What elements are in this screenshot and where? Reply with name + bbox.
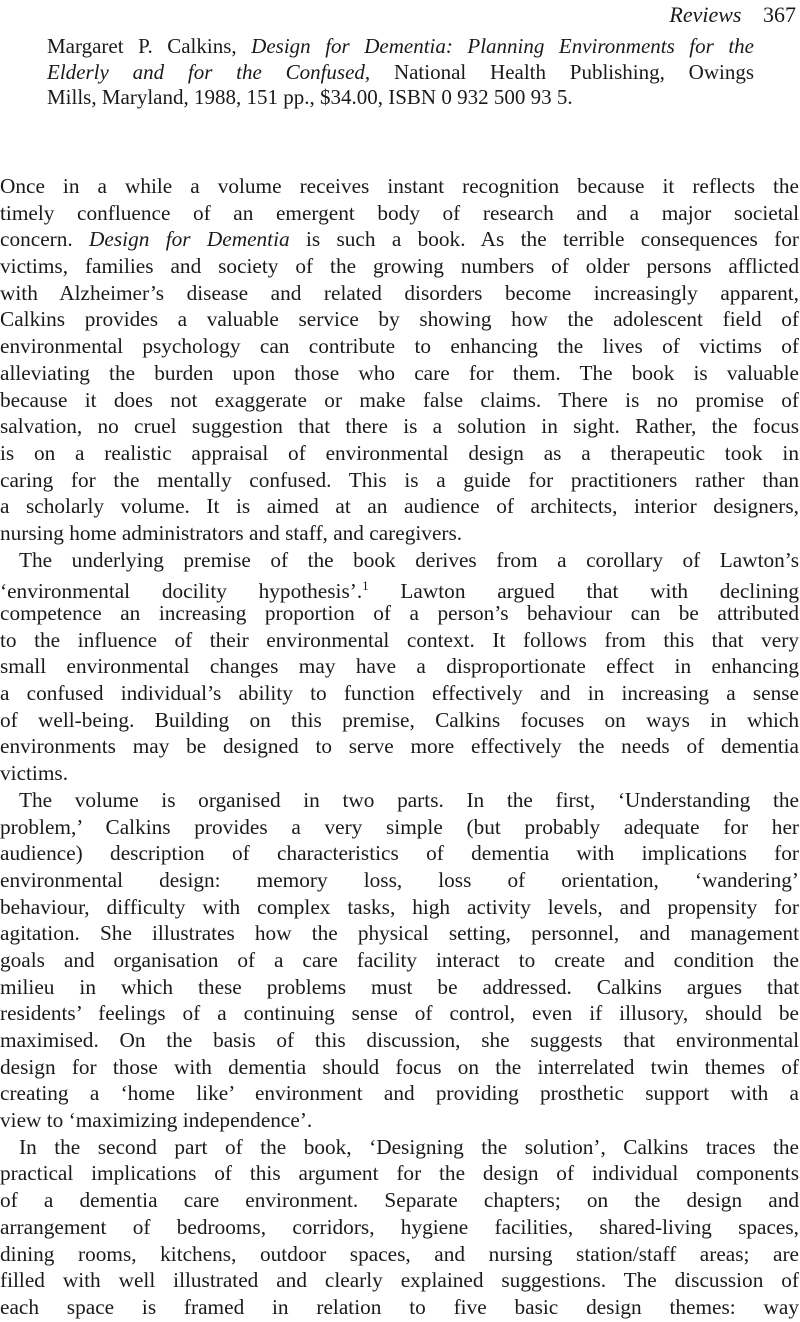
text-line bbox=[0, 867, 799, 894]
text-segment: filled with well illustrated and clearly explained suggestions. The discussion of bbox=[0, 1268, 799, 1293]
text-line bbox=[0, 226, 799, 253]
text-segment: alleviating the burden upon those who care for them. The book is valuable bbox=[0, 360, 799, 385]
text-segment: a confused individual’s ability to function effectively and in increasing a sense bbox=[0, 681, 799, 706]
text-line bbox=[0, 1134, 799, 1161]
text-line bbox=[0, 814, 799, 841]
section-title: Reviews bbox=[669, 2, 742, 27]
text-line bbox=[0, 280, 799, 307]
text-segment: audience) description of characteristics of dementia with implications for bbox=[0, 841, 799, 866]
text-line bbox=[0, 760, 799, 787]
text-line bbox=[0, 440, 799, 467]
text-line bbox=[0, 920, 799, 947]
text-segment: because it does not exaggerate or make false claims. There is no promise of bbox=[0, 387, 799, 412]
italic-text: Design for Dementia bbox=[89, 227, 290, 252]
text-segment: environments may be designed to serve more effectively the needs of dementia bbox=[0, 734, 799, 759]
text-segment: small environmental changes may have a disproportionate effect in enhancing bbox=[0, 654, 799, 679]
paragraph bbox=[0, 547, 799, 787]
text-segment: environmental psychology can contribute to enhancing the lives of victims of bbox=[0, 334, 799, 359]
text-segment: residents’ feelings of a continuing sense of control, even if illusory, should be bbox=[0, 1001, 799, 1026]
text-segment: each space is framed in relation to five basic design themes: way bbox=[0, 1294, 799, 1319]
text-segment: dining rooms, kitchens, outdoor spaces, and nursing station/staff areas; are bbox=[0, 1241, 799, 1266]
text-line bbox=[0, 1187, 799, 1214]
text-segment: milieu in which these problems must be addressed. Calkins argues that bbox=[0, 974, 799, 999]
text-segment: a scholarly volume. It is aimed at an audience of architects, interior designers, bbox=[0, 494, 799, 519]
text-segment: view to ‘maximizing independence’. bbox=[0, 1108, 313, 1133]
text-line bbox=[0, 173, 799, 200]
text-segment: is such a book. As the terrible consequences for bbox=[289, 227, 799, 252]
running-head bbox=[669, 2, 796, 28]
text-segment: ‘environmental docility hypothesis’. bbox=[0, 579, 363, 604]
text-line bbox=[0, 653, 799, 680]
text-line bbox=[0, 520, 799, 547]
paragraph bbox=[0, 787, 799, 1134]
text-line bbox=[0, 467, 799, 494]
page-number: 367 bbox=[763, 2, 796, 27]
text-line bbox=[0, 360, 799, 387]
text-segment: salvation, no cruel suggestion that there is a solution in sight. Rather, the focus bbox=[0, 414, 799, 439]
text-segment: goals and organisation of a care facility interact to create and condition the bbox=[0, 947, 799, 972]
text-line bbox=[0, 1160, 799, 1187]
text-line bbox=[0, 840, 799, 867]
text-line bbox=[0, 1294, 799, 1321]
text-line bbox=[0, 894, 799, 921]
text-segment: competence an increasing proportion of a person’s behaviour can be attributed bbox=[0, 601, 799, 625]
text-line bbox=[0, 387, 799, 414]
text-line bbox=[0, 547, 799, 574]
text-line bbox=[0, 947, 799, 974]
text-segment: Calkins provides a valuable service by showing how the adolescent field of bbox=[0, 307, 799, 332]
text-line bbox=[47, 85, 754, 111]
text-line bbox=[0, 600, 799, 627]
text-line bbox=[0, 707, 799, 734]
italic-text: Design for Dementia: Planning Environments for the bbox=[251, 34, 754, 58]
review-body bbox=[0, 173, 799, 1321]
text-segment: The volume is organised in two parts. In the first, ‘Understanding the bbox=[19, 787, 799, 812]
text-segment: environmental design: memory loss, loss of orientation, ‘wandering’ bbox=[0, 867, 799, 892]
text-line bbox=[0, 1107, 799, 1134]
text-segment: maximised. On the basis of this discussion, she suggests that environmental bbox=[0, 1028, 799, 1052]
text-segment: The underlying premise of the book derives from a corollary of Lawton’s bbox=[19, 547, 799, 572]
text-line bbox=[0, 573, 800, 604]
text-segment: to the influence of their environmental context. It follows from this that very bbox=[0, 627, 799, 652]
text-segment: arrangement of bedrooms, corridors, hygiene facilities, shared-living spaces, bbox=[0, 1214, 799, 1239]
text-segment: of a dementia care environment. Separate chapters; on the design and bbox=[0, 1188, 799, 1213]
text-line bbox=[47, 60, 754, 86]
text-line bbox=[0, 333, 799, 360]
text-line bbox=[0, 787, 799, 814]
text-line bbox=[0, 733, 799, 760]
text-line bbox=[0, 1027, 799, 1054]
footnote-ref: 1 bbox=[362, 578, 369, 594]
text-line bbox=[0, 1214, 799, 1241]
text-segment: In the second part of the book, ‘Designing the solution’, Calkins traces the bbox=[19, 1134, 799, 1159]
text-segment: concern. bbox=[0, 227, 90, 252]
text-line bbox=[0, 413, 799, 440]
text-line bbox=[0, 1267, 799, 1294]
text-segment: creating a ‘home like’ environment and providing prosthetic support with a bbox=[0, 1081, 799, 1106]
text-line bbox=[0, 253, 799, 280]
text-line bbox=[0, 306, 799, 333]
text-segment: agitation. She illustrates how the physical setting, personnel, and management bbox=[0, 921, 799, 946]
text-line bbox=[0, 1054, 799, 1081]
text-segment: Mills, Maryland, 1988, 151 pp., $34.00, ISBN 0 932 500 93 5. bbox=[47, 85, 573, 109]
text-line bbox=[47, 34, 754, 60]
text-segment: of well-being. Building on this premise, Calkins focuses on ways in which bbox=[0, 707, 799, 732]
text-segment: design for those with dementia should focus on the interrelated twin themes of bbox=[0, 1054, 799, 1079]
text-segment: caring for the mentally confused. This is a guide for practitioners rather than bbox=[0, 467, 799, 492]
text-line bbox=[0, 1241, 799, 1268]
text-segment: timely confluence of an emergent body of research and a major societal bbox=[0, 200, 799, 225]
text-segment: victims, families and society of the growing numbers of older persons afflicted bbox=[0, 254, 799, 279]
text-line bbox=[0, 1000, 799, 1027]
text-segment: Margaret P. Calkins, bbox=[47, 34, 252, 58]
text-line bbox=[0, 200, 799, 227]
text-segment: , National Health Publishing, Owings bbox=[364, 59, 755, 84]
book-citation bbox=[47, 34, 754, 111]
text-segment: practical implications of this argument for the design of individual components bbox=[0, 1161, 799, 1186]
paragraph bbox=[0, 173, 799, 547]
text-line bbox=[0, 680, 799, 707]
text-segment: Once in a while a volume receives instant recognition because it reflects the bbox=[0, 174, 799, 198]
text-segment: behaviour, difficulty with complex tasks, high activity levels, and propensity for bbox=[0, 894, 799, 919]
text-line bbox=[0, 1080, 799, 1107]
text-segment: nursing home administrators and staff, and caregivers. bbox=[0, 520, 463, 545]
text-line bbox=[0, 493, 799, 520]
text-segment: Lawton argued that with declining bbox=[368, 579, 800, 604]
text-segment: with Alzheimer’s disease and related disorders become increasingly apparent, bbox=[0, 280, 799, 305]
text-segment: problem,’ Calkins provides a very simple (but probably adequate for her bbox=[0, 814, 799, 839]
italic-text: Elderly and for the Confused bbox=[47, 59, 365, 84]
text-segment: victims. bbox=[0, 761, 69, 786]
paragraph bbox=[0, 1134, 799, 1321]
text-line bbox=[0, 974, 799, 1001]
text-segment: is on a realistic appraisal of environmental design as a therapeutic took in bbox=[0, 440, 799, 465]
text-line bbox=[0, 627, 799, 654]
